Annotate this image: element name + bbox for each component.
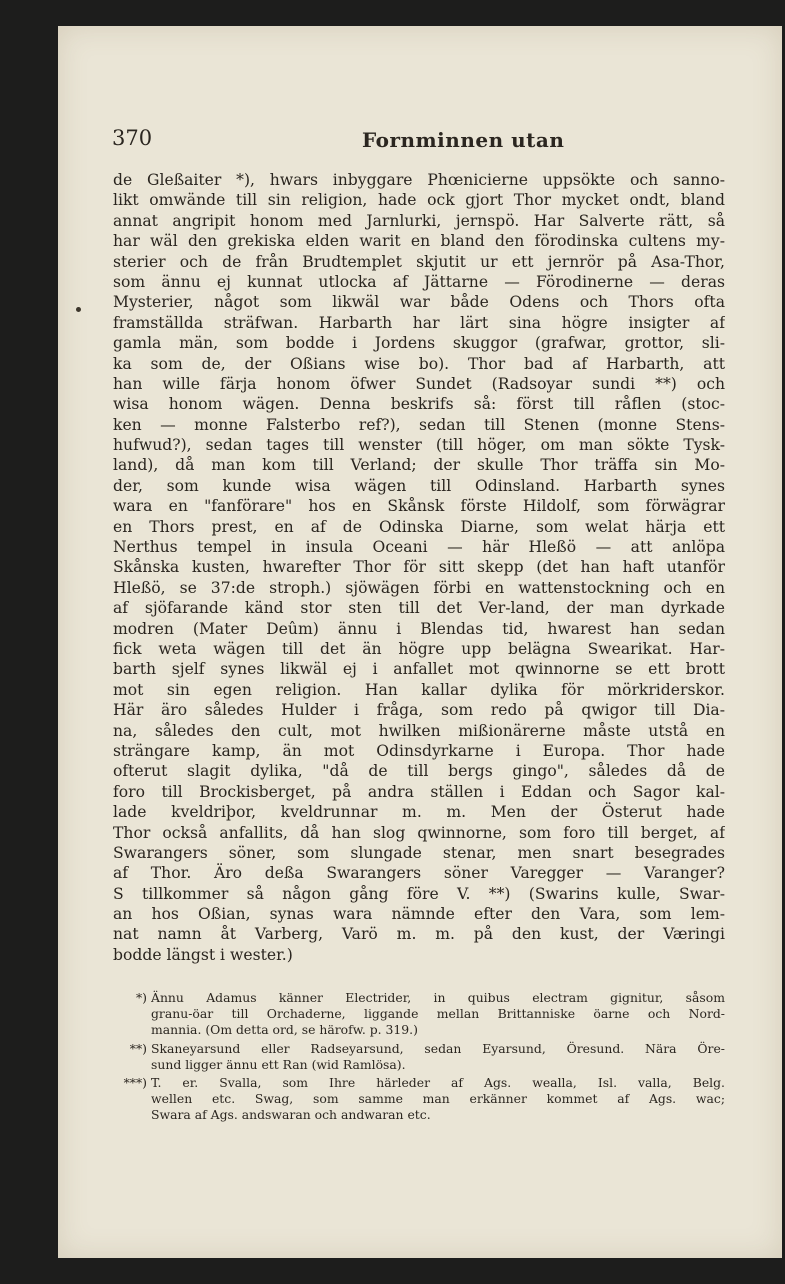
body-line: Hleßö, se 37:de stroph.) sjöwägen förbi en wattenstockning och en bbox=[113, 578, 725, 597]
body-line: Thor också anfallits, då han slog qwinnorne, som foro till berget, af bbox=[113, 823, 725, 842]
body-line: Swarangers söner, som slungade stenar, men snart besegrades bbox=[113, 843, 725, 862]
footnote-mark: *) bbox=[135, 990, 147, 1005]
body-line: an hos Oßian, synas wara nämnde efter den Vara, som lem- bbox=[113, 905, 725, 924]
running-title: Fornminnen utan bbox=[362, 128, 565, 152]
body-line: har wäl den grekiska elden warit en bland den förodinska cultens my- bbox=[113, 232, 725, 251]
footnote-line: Ännu Adamus känner Electrider, in quibus electram gignitur, såsom bbox=[151, 990, 725, 1005]
body-line: de Gleßaiter *), hwars inbyggare Phœnicierne uppsökte och sanno- bbox=[113, 171, 725, 189]
footnote-line: granu-öar till Orchaderne, liggande mellan Brittanniske öarne och Nord- bbox=[151, 1006, 725, 1022]
footnote-line: sund ligger ännu ett Ran (wid Ramlösa). bbox=[151, 1056, 406, 1072]
body-line: som ännu ej kunnat utlocka af Jättarne — Förodinerne — deras bbox=[113, 272, 725, 291]
body-line: foro till Brockisberget, på andra ställen i Eddan och Sagor kal- bbox=[113, 782, 725, 801]
body-line: annat angripit honom med Jarnlurki, jernspö. Har Salverte rätt, så bbox=[113, 211, 725, 230]
body-line: na, således den cult, mot hwilken mißionärerne måste utstå en bbox=[113, 721, 725, 740]
body-text bbox=[113, 170, 725, 965]
footnote-line: Swara af Ags. andswaran och andwaran etc. bbox=[151, 1107, 431, 1123]
body-line: ka som de, der Oßians wise bo). Thor bad af Harbarth, att bbox=[113, 354, 725, 373]
body-line: fick weta wägen till det än högre upp belägna Swearikat. Har- bbox=[113, 639, 725, 658]
footnote bbox=[113, 1041, 725, 1073]
body-line: nat namn åt Varberg, Varö m. m. på den kust, der Væringi bbox=[113, 925, 725, 944]
body-line: land), då man kom till Verland; der skulle Thor träffa sin Mo- bbox=[113, 456, 725, 475]
body-line: han wille färja honom öfwer Sundet (Radsoyar sundi **) och bbox=[113, 374, 725, 393]
footnote-mark: ***) bbox=[123, 1074, 147, 1090]
body-line: gamla män, som bodde i Jordens skuggor (grafwar, grottor, sli- bbox=[113, 334, 725, 353]
page-blemish bbox=[76, 307, 81, 312]
body-line: barth sjelf synes likwäl ej i anfallet mot qwinnorne se ett brott bbox=[113, 660, 725, 679]
body-line: bodde längst i wester.) bbox=[113, 945, 293, 964]
body-line: hufwud?), sedan tages till wenster (till höger, om man sökte Tysk- bbox=[113, 436, 725, 455]
body-line: lade kveldriþor, kveldrunnar m. m. Men der Österut hade bbox=[113, 803, 725, 822]
body-line: S tillkommer så någon gång före V. **) (Swarins kulle, Swar- bbox=[113, 884, 725, 903]
body-line: wara en "fanförare" hos en Skånsk förste Hildolf, som förwägrar bbox=[113, 497, 725, 516]
footnotes bbox=[113, 990, 725, 1126]
footnote bbox=[113, 1075, 725, 1124]
body-line: af Thor. Äro deßa Swarangers söner Varegger — Varanger? bbox=[113, 864, 725, 883]
body-line: Nerthus tempel in insula Oceani — här Hleßö — att anlöpa bbox=[113, 538, 725, 557]
body-line: likt omwände till sin religion, hade ock gjort Thor mycket ondt, bland bbox=[113, 191, 725, 210]
page-number: 370 bbox=[112, 126, 153, 150]
footnote bbox=[113, 990, 725, 1039]
footnote-line: mannia. (Om detta ord, se härofw. p. 319.) bbox=[151, 1022, 418, 1038]
body-line: Här äro således Hulder i fråga, som redo på qwigor till Dia- bbox=[113, 701, 725, 720]
body-line: en Thors prest, en af de Odinska Diarne, som welat härja ett bbox=[113, 517, 725, 536]
body-line: sterier och de från Brudtemplet skjutit ur ett jernrör på Asa-Thor, bbox=[113, 252, 725, 271]
body-line: strängare kamp, än mot Odinsdyrkarne i Europa. Thor hade bbox=[113, 741, 725, 760]
body-line: ken — monne Falsterbo ref?), sedan till Stenen (monne Stens- bbox=[113, 415, 725, 434]
body-line: der, som kunde wisa wägen till Odinsland. Harbarth synes bbox=[113, 476, 725, 495]
footnote-line: Skaneyarsund eller Radseyarsund, sedan Eyarsund, Öresund. Nära Öre- bbox=[151, 1040, 725, 1056]
body-line: wisa honom wägen. Denna beskrifs så: först till råflen (stoc- bbox=[113, 395, 725, 414]
body-line: framställda sträfwan. Harbarth har lärt sina högre insigter af bbox=[113, 313, 725, 332]
footnote-line: T. er. Svalla, som Ihre härleder af Ags. wealla, Isl. valla, Belg. bbox=[151, 1074, 725, 1090]
body-line: mot sin egen religion. Han kallar dylika för mörkriderskor. bbox=[113, 680, 725, 699]
page-header bbox=[112, 126, 724, 156]
body-line: ofterut slagit dylika, "då de till bergs gingo", således då de bbox=[113, 762, 725, 781]
footnote-mark: **) bbox=[129, 1040, 147, 1056]
body-line: Skånska kusten, hwarefter Thor för sitt skepp (det han haft utanför bbox=[113, 558, 725, 577]
body-line: Mysterier, något som likwäl war både Odens och Thors ofta bbox=[113, 293, 725, 312]
footnote-line: wellen etc. Swag, som samme man erkänner kommet af Ags. wac; bbox=[151, 1091, 725, 1107]
body-line: modren (Mater Deûm) ännu i Blendas tid, hwarest han sedan bbox=[113, 619, 725, 638]
body-line: af sjöfarande känd stor sten till det Ver-land, der man dyrkade bbox=[113, 599, 725, 618]
